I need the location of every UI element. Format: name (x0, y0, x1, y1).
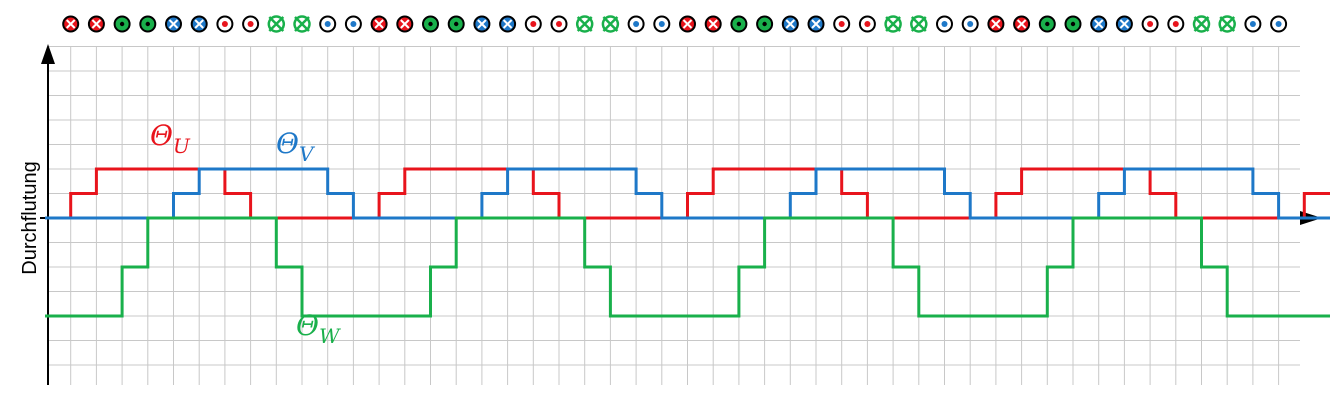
conductor-slot (1091, 17, 1106, 32)
conductor-slot (346, 17, 361, 32)
conductor-slot (860, 17, 875, 32)
conductor-slot (295, 17, 310, 32)
conductor-dot (1250, 21, 1256, 27)
conductor-dot (737, 22, 741, 26)
conductor-slot (449, 17, 464, 32)
conductor-slot (963, 17, 978, 32)
conductor-cross (578, 17, 592, 31)
conductor-slot (140, 17, 155, 32)
conductor-dot (659, 21, 665, 27)
conductor-dot (350, 21, 356, 27)
conductor-dot (428, 22, 432, 26)
conductor-slot (937, 17, 952, 32)
conductor-slot (680, 17, 695, 32)
conductor-slot (1194, 17, 1209, 32)
conductor-slot (552, 17, 567, 32)
conductor-slot-row (63, 17, 1286, 32)
conductor-cross (603, 17, 617, 31)
conductor-slot (269, 17, 284, 32)
conductor-cross (1195, 17, 1209, 31)
conductor-slot (809, 17, 824, 32)
conductor-slot (988, 17, 1003, 32)
conductor-slot (423, 17, 438, 32)
conductor-slot (500, 17, 515, 32)
conductor-dot (146, 22, 150, 26)
conductor-slot (1066, 17, 1081, 32)
conductor-slot (526, 17, 541, 32)
grid (48, 46, 1300, 385)
conductor-cross (269, 17, 283, 31)
conductor-slot (1143, 17, 1158, 32)
conductor-slot (1014, 17, 1029, 32)
conductor-slot (89, 17, 104, 32)
conductor-dot (864, 21, 870, 27)
conductor-slot (372, 17, 387, 32)
conductor-slot (1168, 17, 1183, 32)
conductor-slot (1271, 17, 1286, 32)
conductor-dot (454, 22, 458, 26)
conductor-dot (1045, 22, 1049, 26)
conductor-dot (1147, 21, 1153, 27)
conductor-dot (967, 21, 973, 27)
conductor-slot (757, 17, 772, 32)
conductor-dot (120, 22, 124, 26)
series-label-u: $\Theta_U$ (150, 119, 190, 158)
conductor-slot (474, 17, 489, 32)
conductor-slot (243, 17, 258, 32)
series-label-v: $\Theta_V$ (276, 127, 314, 166)
conductor-slot (166, 17, 181, 32)
series-labels (150, 119, 341, 348)
conductor-dot (762, 22, 766, 26)
conductor-slot (603, 17, 618, 32)
conductor-slot (192, 17, 207, 32)
conductor-slot (886, 17, 901, 32)
conductor-slot (577, 17, 592, 32)
conductor-dot (325, 21, 331, 27)
conductor-cross (886, 17, 900, 31)
conductor-slot (1220, 17, 1235, 32)
conductor-slot (1040, 17, 1055, 32)
conductor-slot (115, 17, 130, 32)
conductor-slot (834, 17, 849, 32)
conductor-dot (633, 21, 639, 27)
conductor-dot (839, 21, 845, 27)
conductor-cross (295, 17, 309, 31)
conductor-slot (320, 17, 335, 32)
conductor-dot (248, 21, 254, 27)
conductor-cross (1220, 17, 1234, 31)
conductor-dot (1071, 22, 1075, 26)
conductor-slot (629, 17, 644, 32)
series-label-w: $\Theta_W$ (296, 309, 340, 348)
conductor-slot (654, 17, 669, 32)
conductor-dot (222, 21, 228, 27)
conductor-cross (912, 17, 926, 31)
conductor-slot (63, 17, 78, 32)
conductor-slot (1245, 17, 1260, 32)
conductor-slot (731, 17, 746, 32)
conductor-dot (942, 21, 948, 27)
conductor-dot (1173, 21, 1179, 27)
conductor-slot (783, 17, 798, 32)
conductor-slot (1117, 17, 1132, 32)
conductor-dot (530, 21, 536, 27)
conductor-slot (217, 17, 232, 32)
y-axis-label: Durchflutung (19, 161, 41, 275)
conductor-slot (397, 17, 412, 32)
conductor-slot (911, 17, 926, 32)
conductor-slot (706, 17, 721, 32)
conductor-dot (1276, 21, 1282, 27)
conductor-dot (556, 21, 562, 27)
